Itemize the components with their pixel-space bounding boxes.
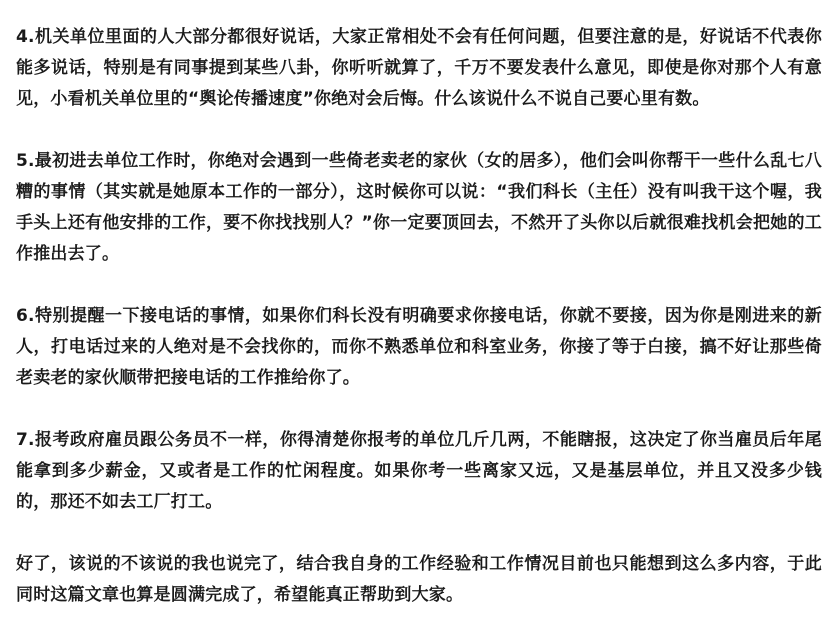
paragraph-tip-4: 4.机关单位里面的人大部分都很好说话，大家正常相处不会有任何问题，但要注意的是，好说话不代表你能多说话，特别是有同事提到某些八卦，你听听就算了，千万不要发表什么意见，即使是你对那个人有意见，小看机关单位里的“舆论传播速度”你绝对会后悔。什么该说什么不说自己要心里有数。 bbox=[16, 27, 822, 109]
paragraph-tip-7: 7.报考政府雇员跟公务员不一样，你得清楚你报考的单位几斤几两，不能瞎报，这决定了你当雇员后年尾能拿到多少薪金，又或者是工作的忙闲程度。如果你考一些离家又远，又是基层单位，并且又没多少钱的，那还不如去工厂打工。 bbox=[16, 430, 822, 512]
paragraph-tip-5: 5.最初进去单位工作时，你绝对会遇到一些倚老卖老的家伙（女的居多），他们会叫你帮干一些什么乱七八糟的事情（其实就是她原本工作的一部分），这时候你可以说：“我们科长（主任）没有叫我干这个喔，我手头上还有他安排的工作，要不你找找别人？”你一定要顶回去，不然开了头你以后就很难找机会把她的工作推出去了。 bbox=[16, 151, 822, 264]
paragraph-tip-6: 6.特别提醒一下接电话的事情，如果你们科长没有明确要求你接电话，你就不要接，因为你是刚进来的新人，打电话过来的人绝对是不会找你的，而你不熟悉单位和科室业务，你接了等于白接，搞不好让那些倚老卖老的家伙顺带把接电话的工作推给你了。 bbox=[16, 306, 822, 388]
article-body bbox=[16, 22, 822, 611]
paragraph-conclusion: 好了，该说的不该说的我也说完了，结合我自身的工作经验和工作情况目前也只能想到这么多内容，于此同时这篇文章也算是圆满完成了，希望能真正帮助到大家。 bbox=[16, 554, 822, 605]
